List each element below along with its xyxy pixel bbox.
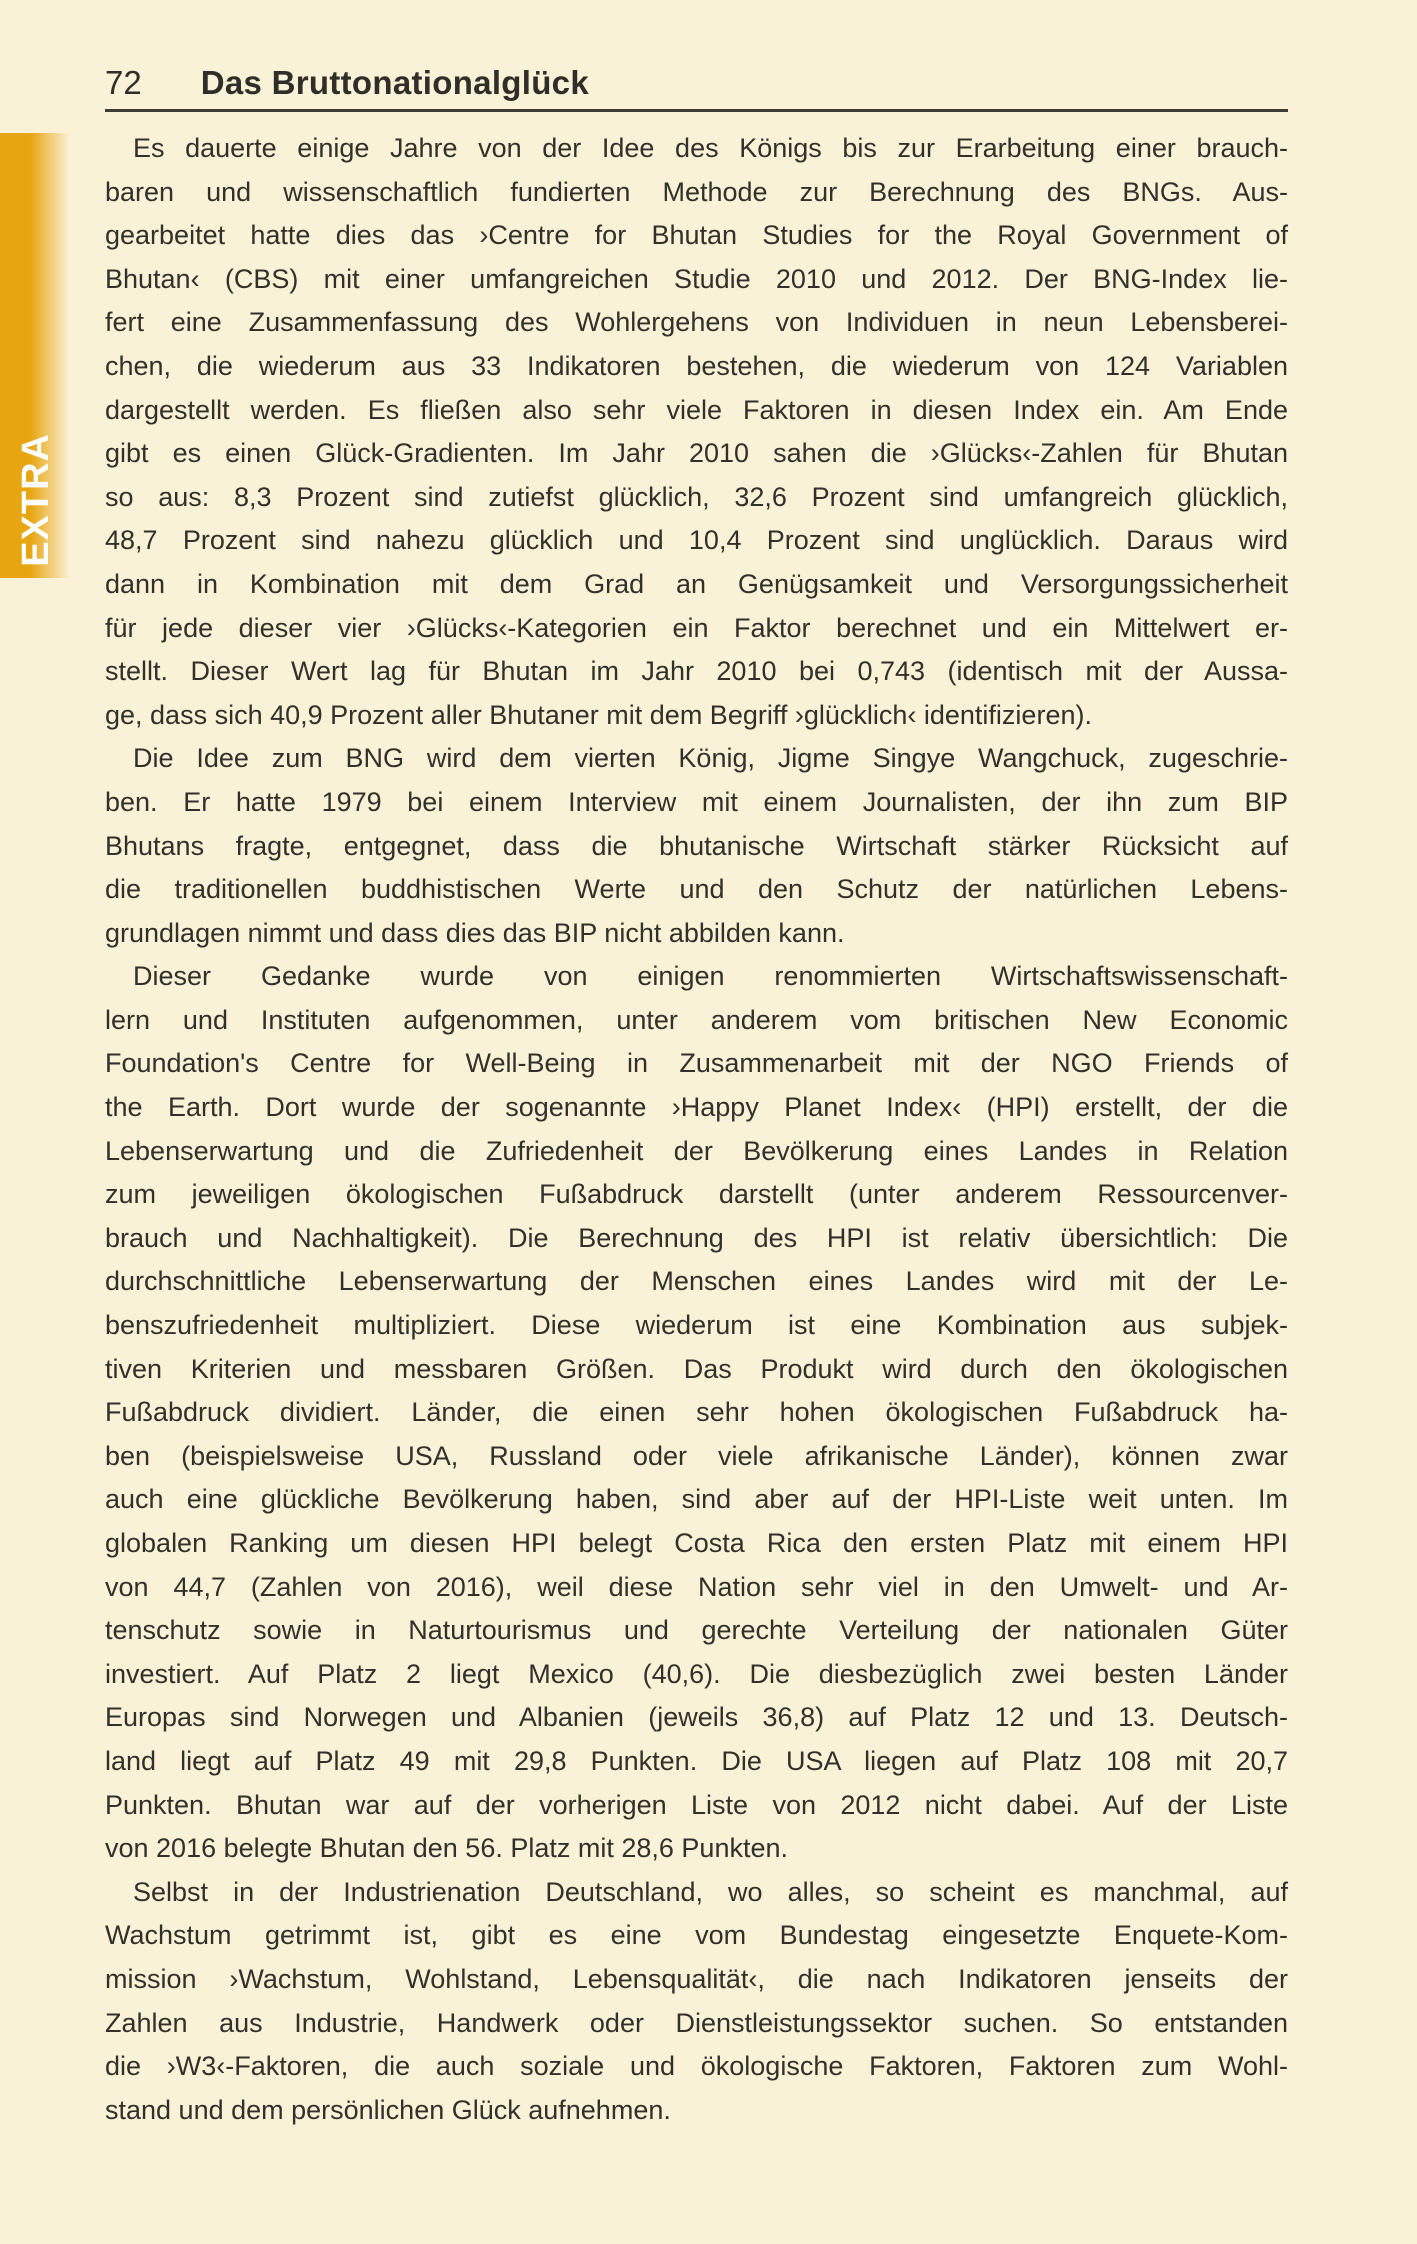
text-line: benszufriedenheit multipliziert. Diese wiederum ist eine Kombination aus subjek- — [105, 1310, 1288, 1341]
text-line: 48,7 Prozent sind nahezu glücklich und 10,4 Prozent sind unglücklich. Daraus wird — [105, 525, 1288, 556]
text-line: Zahlen aus Industrie, Handwerk oder Dienstleistungssektor suchen. So entstanden — [105, 2007, 1288, 2038]
text-line: auch eine glückliche Bevölkerung haben, sind aber auf der HPI-Liste weit unten. Im — [105, 1484, 1288, 1515]
text-line: stellt. Dieser Wert lag für Bhutan im Jahr 2010 bei 0,743 (identisch mit der Aussa- — [105, 656, 1288, 687]
extra-tab-label: EXTRA — [15, 433, 57, 567]
text-line: Die Idee zum BNG wird dem vierten König, Jigme Singye Wangchuck, zugeschrie- — [133, 743, 1288, 774]
text-line: mission ›Wachstum, Wohlstand, Lebensqualität‹, die nach Indikatoren jenseits der — [105, 1963, 1288, 1994]
text-line: die ›W3‹-Faktoren, die auch soziale und ökologische Faktoren, Faktoren zum Wohl- — [105, 2051, 1288, 2082]
text-line: zum jeweiligen ökologischen Fußabdruck darstellt (unter anderem Ressourcenver- — [105, 1179, 1288, 1210]
text-line: fert eine Zusammenfassung des Wohlergehens von Individuen in neun Lebensberei- — [105, 307, 1288, 338]
text-line: lern und Instituten aufgenommen, unter anderem vom britischen New Economic — [105, 1004, 1288, 1035]
paragraph — [105, 955, 1288, 1870]
text-line: ge, dass sich 40,9 Prozent aller Bhutaner mit dem Begriff ›glücklich‹ identifizieren). — [105, 699, 1092, 730]
text-line: tiven Kriterien und messbaren Größen. Das Produkt wird durch den ökologischen — [105, 1353, 1288, 1384]
text-line: Selbst in der Industrienation Deutschland, wo alles, so scheint es manchmal, auf — [133, 1876, 1288, 1907]
text-line: investiert. Auf Platz 2 liegt Mexico (40,6). Die diesbezüglich zwei besten Länder — [105, 1658, 1288, 1689]
text-line: Bhutan‹ (CBS) mit einer umfangreichen Studie 2010 und 2012. Der BNG-Index lie- — [105, 263, 1288, 294]
text-line: dann in Kombination mit dem Grad an Genügsamkeit und Versorgungssicherheit — [105, 568, 1288, 599]
paragraph — [105, 127, 1288, 737]
text-line: brauch und Nachhaltigkeit). Die Berechnung des HPI ist relativ übersichtlich: Die — [105, 1222, 1288, 1253]
text-line: chen, die wiederum aus 33 Indikatoren bestehen, die wiederum von 124 Variablen — [105, 350, 1288, 381]
text-line: gearbeitet hatte dies das ›Centre for Bhutan Studies for the Royal Government of — [105, 220, 1288, 251]
text-line: Wachstum getrimmt ist, gibt es eine vom Bundestag eingesetzte Enquete-Kom- — [105, 1920, 1288, 1951]
text-line: für jede dieser vier ›Glücks‹-Kategorien ein Faktor berechnet und ein Mittelwert er- — [105, 612, 1288, 643]
text-line: the Earth. Dort wurde der sogenannte ›Happy Planet Index‹ (HPI) erstellt, der die — [105, 1092, 1288, 1123]
text-line: baren und wissenschaftlich fundierten Methode zur Berechnung des BNGs. Aus- — [105, 176, 1288, 207]
paragraph — [105, 1871, 1288, 2133]
text-line: Fußabdruck dividiert. Länder, die einen sehr hohen ökologischen Fußabdruck ha- — [105, 1397, 1288, 1428]
header-rule — [105, 109, 1288, 112]
text-line: so aus: 8,3 Prozent sind zutiefst glücklich, 32,6 Prozent sind umfangreich glücklich, — [105, 481, 1288, 512]
text-line: Foundation's Centre for Well-Being in Zusammenarbeit mit der NGO Friends of — [105, 1048, 1288, 1079]
text-line: ben. Er hatte 1979 bei einem Interview mit einem Journalisten, der ihn zum BIP — [105, 786, 1288, 817]
text-line: Punkten. Bhutan war auf der vorherigen Liste von 2012 nicht dabei. Auf der Liste — [105, 1789, 1288, 1820]
text-line: globalen Ranking um diesen HPI belegt Costa Rica den ersten Platz mit einem HPI — [105, 1528, 1288, 1558]
text-line: grundlagen nimmt und dass dies das BIP nicht abbilden kann. — [105, 917, 845, 948]
text-line: Lebenserwartung und die Zufriedenheit der Bevölkerung eines Landes in Relation — [105, 1135, 1288, 1166]
text-line: Dieser Gedanke wurde von einigen renommierten Wirtschaftswissenschaft- — [133, 961, 1288, 992]
text-line: tenschutz sowie in Naturtourismus und gerechte Verteilung der nationalen Güter — [105, 1615, 1288, 1646]
page-title: Das Bruttonationalglück — [200, 64, 589, 101]
text-line: Europas sind Norwegen und Albanien (jeweils 36,8) auf Platz 12 und 13. Deutsch- — [105, 1702, 1288, 1733]
text-line: von 44,7 (Zahlen von 2016), weil diese Nation sehr viel in den Umwelt- und Ar- — [105, 1571, 1288, 1602]
text-line: dargestellt werden. Es fließen also sehr viele Faktoren in diesen Index ein. Am Ende — [105, 394, 1288, 425]
text-line: Bhutans fragte, entgegnet, dass die bhutanische Wirtschaft stärker Rücksicht auf — [105, 830, 1288, 861]
extra-tab — [0, 133, 72, 578]
body-text — [105, 127, 1288, 2132]
page-number: 72 — [105, 64, 142, 101]
paragraph — [105, 737, 1288, 955]
text-line: land liegt auf Platz 49 mit 29,8 Punkten. Die USA liegen auf Platz 108 mit 20,7 — [105, 1745, 1288, 1776]
text-line: die traditionellen buddhistischen Werte und den Schutz der natürlichen Lebens- — [105, 874, 1288, 905]
text-line: Es dauerte einige Jahre von der Idee des Königs bis zur Erarbeitung einer brauch- — [133, 133, 1288, 163]
text-line: von 2016 belegte Bhutan den 56. Platz mit 28,6 Punkten. — [105, 1833, 788, 1864]
text-line: durchschnittliche Lebenserwartung der Menschen eines Landes wird mit der Le- — [105, 1266, 1288, 1297]
text-line: ben (beispielsweise USA, Russland oder viele afrikanische Länder), können zwar — [105, 1440, 1288, 1471]
page-header — [105, 64, 1288, 102]
text-line: gibt es einen Glück-Gradienten. Im Jahr 2010 sahen die ›Glücks‹-Zahlen für Bhutan — [105, 438, 1288, 469]
text-line: stand und dem persönlichen Glück aufnehmen. — [105, 2094, 671, 2125]
